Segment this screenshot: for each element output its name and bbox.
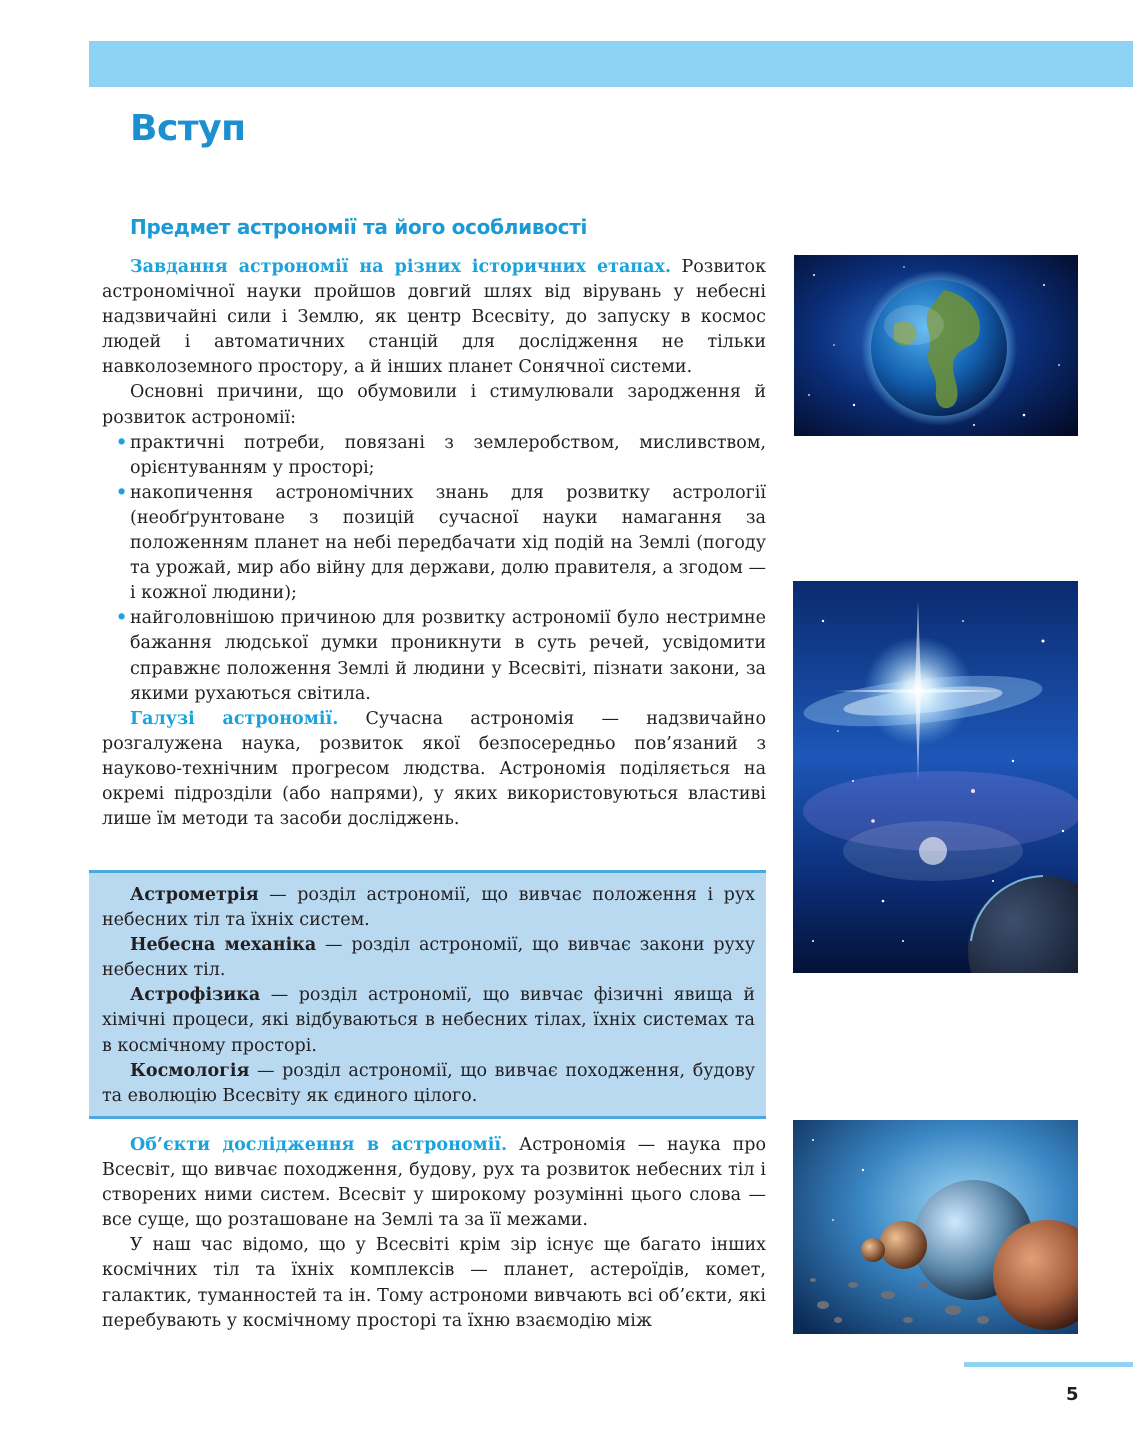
definition-text: — розділ астрономії, що вивчає положення і рух небесних тіл та їхніх систем. [102, 885, 755, 931]
paragraph-causes: Основні причини, що обумовили і стимулювали зародження й розвиток астрономії: [102, 382, 766, 428]
definition-text: — розділ астрономії, що вивчає закони руху небесних тіл. [102, 935, 756, 981]
definition-text: — розділ астрономії, що вивчає походження, будову та еволюцію Всесвіту як єдиного цілого. [102, 1060, 755, 1106]
list-item-text: накопичення астрономічних знань для розвитку астрології (необґрунтоване з позицій сучасної науки намагання за положенням планет на небі передбачати хід подій на Землі (погоду та урожай, мир або війну для держави, долю правителя, а згодом — і кожної людини); [130, 482, 766, 604]
bullet-icon: • [116, 608, 128, 629]
section-heading: Предмет астрономії та його особливості [130, 215, 588, 239]
paragraph-bodies: У наш час відомо, що у Всесвіті крім зір існує ще багато інших космічних тіл та їхніх комплексів — планет, астероїдів, комет, галактик, туманностей та ін. Тому астрономи вивчають всі об’єкти, які перебувають у космічному просторі та їхню взаємодію між [102, 1235, 766, 1331]
footer-rule [964, 1362, 1133, 1367]
list-item-text: практичні потреби, повязані з землеробством, мисливством, орієнтуванням у просторі; [130, 432, 766, 478]
definition-term: Астрометрія [130, 885, 259, 905]
paragraph-branches [102, 707, 766, 832]
list-item [102, 606, 766, 706]
paragraph-history [102, 255, 766, 380]
paragraph-objects [102, 1133, 766, 1233]
page-number: 5 [1066, 1384, 1079, 1405]
definitions-box [89, 870, 766, 1119]
paragraph-lead: Завдання астрономії на різних історичних етапах. [130, 257, 671, 277]
bullet-icon: • [116, 432, 128, 453]
paragraph-lead: Об’єкти дослідження в астрономії. [130, 1135, 508, 1155]
definition-item [102, 983, 755, 1058]
planets-image [793, 1120, 1078, 1334]
list-item-text: найголовнішою причиною для розвитку астрономії було нестримне бажання людської думки проникнути в суть речей, усвідомити справжнє положення Землі й людини у Всесвіті, пізнати закони, за якими рухаються світила. [130, 608, 766, 704]
intro-text-block [102, 255, 766, 832]
paragraph-text: Сучасна астрономія — надзвичайно розгалужена наука, розвиток якої безпосередньо пов’язаний з науково-технічним прогресом людства. Астрономія поділяється на окремі підрозділи (або напрями), у яких використовуються властиві лише їм методи та засоби досліджень. [102, 708, 766, 830]
paragraph-text: Розвиток астрономічної науки пройшов довгий шлях від вірувань у небесні надзвичайні сили і Землю, як центр Всесвіту, до запуску в космос людей і автоматичних станцій для дослідження не тільки навколоземного простору, а й інших планет Сонячної системи. [102, 257, 767, 378]
galaxy-image [793, 581, 1078, 973]
page-title: Вступ [130, 108, 246, 149]
definition-term: Астрофізика [130, 985, 261, 1006]
definition-term: Космологія [130, 1060, 250, 1081]
bullet-icon: • [116, 482, 128, 503]
definition-item [102, 933, 755, 983]
paragraph-lead: Галузі астрономії. [130, 708, 339, 729]
definition-term: Небесна механіка [130, 935, 317, 956]
definition-item [102, 1059, 755, 1109]
paragraph-text: Астрономія — наука про Всесвіт, що вивчає походження, будову, рух та розвиток небесних тіл і створених ними систем. Всесвіт у широкому розумінні цього слова — все суще, що розташоване на Землі та за її межами. [102, 1135, 766, 1231]
definition-text: — розділ астрономії, що вивчає фізичні явища й хімічні процеси, які відбуваються в небесних тілах, їхніх системах та в космічному просторі. [102, 985, 755, 1056]
list-item [102, 481, 766, 606]
objects-text-block [102, 1133, 766, 1334]
definition-item [102, 883, 755, 933]
earth-image [794, 255, 1078, 436]
causes-list [102, 431, 766, 707]
header-color-band [89, 41, 1133, 87]
list-item [102, 431, 766, 481]
